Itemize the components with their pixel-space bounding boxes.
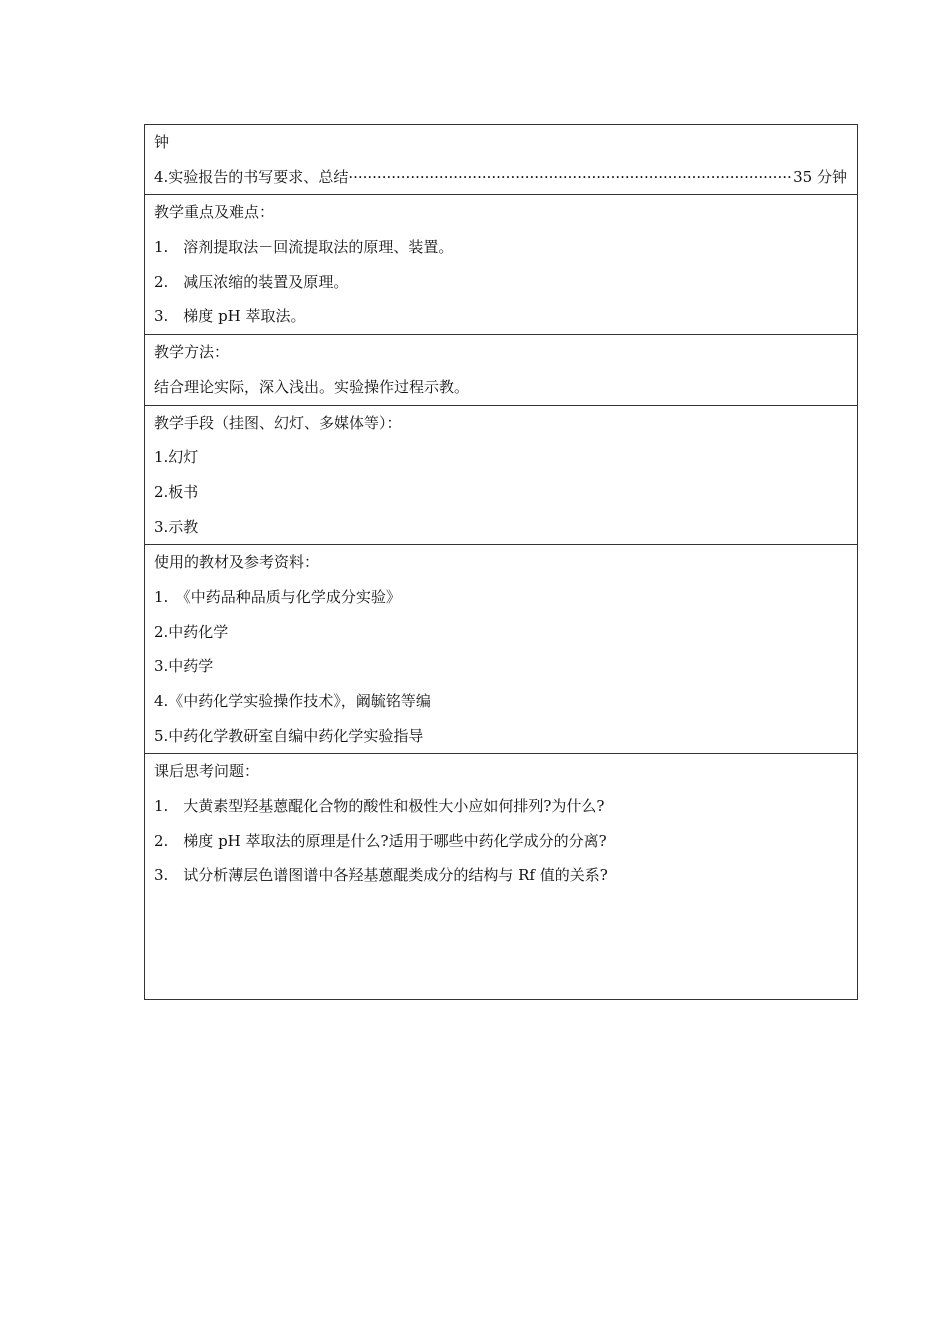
questions-heading: 课后思考问题： — [154, 762, 260, 781]
question-item: 2. 梯度 pH 萃取法的原理是什么?适用于哪些中药化学成分的分离? — [154, 831, 607, 850]
method-heading: 教学方法： — [154, 343, 230, 362]
schedule-item-4 — [154, 160, 847, 195]
dot-leader — [348, 160, 793, 195]
method-row — [145, 335, 858, 405]
lesson-plan-table — [144, 124, 858, 1000]
schedule-item-4-text: 4.实验报告的书写要求、总结 — [154, 167, 349, 186]
schedule-cell — [145, 125, 858, 195]
question-item: 1. 大黄素型羟基蒽醌化合物的酸性和极性大小应如何排列?为什么? — [154, 797, 605, 816]
means-item: 3.示教 — [154, 517, 199, 536]
key-points-cell — [145, 195, 858, 335]
schedule-row — [145, 125, 858, 195]
means-item: 1.幻灯 — [154, 448, 199, 467]
means-item: 2.板书 — [154, 482, 199, 501]
means-cell — [145, 405, 858, 545]
means-heading: 教学手段（挂图、幻灯、多媒体等）： — [154, 413, 402, 432]
materials-item: 4.《中药化学实验操作技术》，阚毓铭等编 — [154, 692, 431, 710]
materials-item: 1. 《中药品种品质与化学成分实验》 — [154, 587, 401, 606]
answer-space — [154, 893, 847, 999]
means-row — [145, 405, 858, 545]
materials-item: 2.中药化学 — [154, 622, 229, 641]
key-point-item: 1. 溶剂提取法－回流提取法的原理、装置。 — [154, 238, 454, 257]
key-points-heading: 教学重点及难点： — [154, 203, 275, 222]
question-item: 3. 试分析薄层色谱图谱中各羟基蒽醌类成分的结构与 Rf 值的关系? — [154, 866, 608, 885]
method-cell — [145, 335, 858, 405]
schedule-item-4-duration: 35 分钟 — [793, 167, 847, 186]
key-point-item: 2. 减压浓缩的装置及原理。 — [154, 272, 349, 291]
key-point-item: 3. 梯度 pH 萃取法。 — [154, 307, 306, 326]
materials-cell — [145, 545, 858, 754]
materials-heading: 使用的教材及参考资料： — [154, 553, 320, 572]
key-points-row — [145, 195, 858, 335]
method-text: 结合理论实际，深入浅出。实验操作过程示教。 — [154, 377, 470, 396]
materials-item: 3.中药学 — [154, 657, 214, 676]
materials-item: 5.中药化学教研室自编中药化学实验指导 — [154, 726, 424, 745]
questions-cell — [145, 754, 858, 1000]
schedule-continuation: 钟 — [154, 133, 170, 151]
questions-row — [145, 754, 858, 1000]
materials-row — [145, 545, 858, 754]
